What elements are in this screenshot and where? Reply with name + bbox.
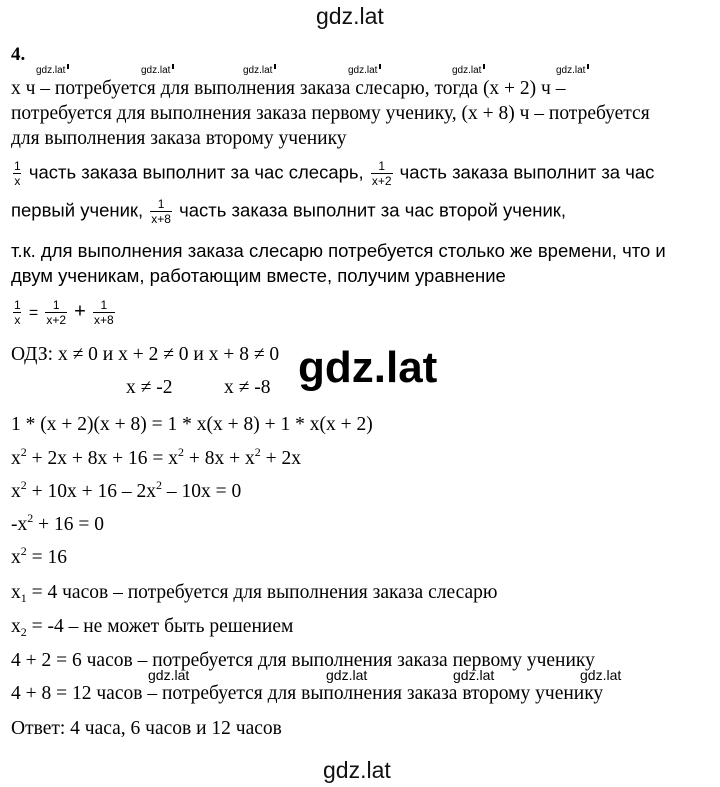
watermark-mid: gdz.lat bbox=[580, 667, 622, 683]
parts-line-2 bbox=[11, 197, 566, 226]
solution-step-5: $x^2 = 16$ bbox=[11, 544, 67, 568]
watermark-small: gdz.lat bbox=[36, 64, 69, 76]
watermark-small: gdz.lat bbox=[556, 64, 589, 76]
answer: Ответ: 4 часа, 6 часов и 12 часов bbox=[11, 718, 282, 739]
solution-step-7: $x_2 = -4$ – не может быть решением bbox=[11, 616, 294, 639]
reason-line-2: двум ученикам, работающим вместе, получим уравнение bbox=[11, 265, 506, 286]
watermark-mid: gdz.lat bbox=[326, 667, 368, 683]
parts-text-3: часть заказа выполнит за час второй ученик, bbox=[179, 199, 567, 221]
watermark-small: gdz.lat bbox=[141, 64, 174, 76]
equation-plus-sign: + bbox=[74, 300, 86, 323]
fraction-1-over-x-plus-2: $\frac{1}{x+2}$ bbox=[371, 159, 392, 188]
reason-line-1: т.к. для выполнения заказа слесарю потребуется столько же времени, что и bbox=[11, 240, 666, 261]
solution-step-3: $x^2 + 10x + 16 - 2x^2 - 10x = 0$ bbox=[11, 478, 242, 502]
solution-step-6: $x_1 = 4$ часов – потребуется для выполнения заказа слесарю bbox=[11, 582, 498, 605]
solution-step-8: 4 + 2 = 6 часов – потребуется для выполнения заказа первому ученику bbox=[11, 650, 595, 671]
intro-line-1: x ч – потребуется для выполнения заказа слесарю, тогда (x + 2) ч – bbox=[11, 78, 566, 99]
intro-line-2: потребуется для выполнения заказа первому ученику, (x + 8) ч – потребуется bbox=[11, 103, 650, 124]
solution-step-1: 1 * (x + 2)(x + 8) = 1 * x(x + 8) + 1 * x(x + 2) bbox=[11, 414, 373, 435]
watermark-bottom: gdz.lat bbox=[323, 757, 391, 783]
watermark-small: gdz.lat bbox=[452, 64, 485, 76]
odz-condition-1: x ≠ -2 bbox=[126, 377, 173, 398]
equation-equals-sign: = bbox=[28, 304, 39, 322]
parts-line-2-start: первый ученик, bbox=[11, 199, 144, 221]
parts-text-2: часть заказа выполнит за час bbox=[399, 161, 655, 183]
parts-text-1: часть заказа выполнит за час слесарь, bbox=[28, 161, 364, 183]
watermark-mid: gdz.lat bbox=[453, 667, 495, 683]
fraction-1-over-x: $\frac{1}{x}$ bbox=[14, 159, 21, 188]
solution-step-2: $x^2 + 2x + 8x + 16 = x^2 + 8x + x^2 + 2x$ bbox=[11, 445, 301, 469]
watermark-small: gdz.lat bbox=[243, 64, 276, 76]
watermark-top: gdz.lat bbox=[316, 3, 384, 29]
watermark-mid: gdz.lat bbox=[148, 667, 190, 683]
odz-condition-2: x ≠ -8 bbox=[224, 377, 271, 398]
solution-step-4: $-x^2 + 16 = 0$ bbox=[11, 511, 104, 535]
problem-number: 4. bbox=[11, 44, 26, 65]
equation-left-fraction: $\frac{1}{x}$ bbox=[14, 298, 21, 327]
fraction-1-over-x-plus-8: $\frac{1}{x+8}$ bbox=[151, 197, 171, 226]
equation-right-fraction-2: $\frac{1}{x+8}$ bbox=[93, 298, 114, 327]
equation-right-fraction-1: $\frac{1}{x+2}$ bbox=[46, 298, 66, 327]
solution-step-9: 4 + 8 = 12 часов – потребуется для выполнения заказа второму ученику bbox=[11, 683, 604, 704]
watermark-center: gdz.lat bbox=[298, 343, 438, 392]
parts-line-1 bbox=[11, 159, 654, 188]
intro-line-3: для выполнения заказа второму ученику bbox=[11, 128, 347, 149]
equation bbox=[11, 298, 117, 327]
odz-line: ОДЗ: x ≠ 0 и x + 2 ≠ 0 и x + 8 ≠ 0 bbox=[11, 344, 280, 365]
watermark-small: gdz.lat bbox=[348, 64, 381, 76]
